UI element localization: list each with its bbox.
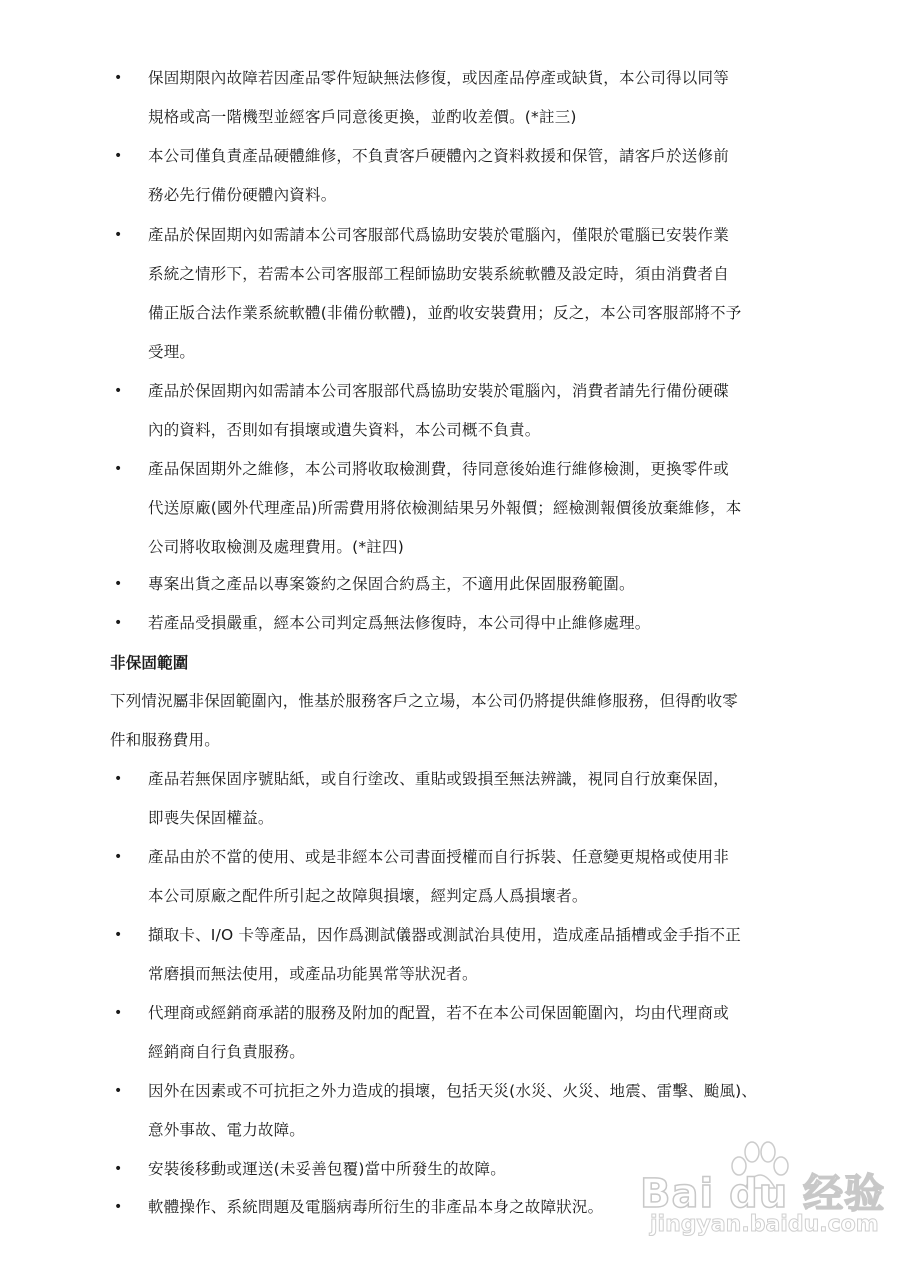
list-item-line: 擷取卡、I/O 卡等產品，因作爲測試儀器或測試治具使用，造成產品插槽或金手指不正 xyxy=(148,926,741,944)
list-item-line: 產品若無保固序號貼紙，或自行塗改、重貼或毀損至無法辨識，視同自行放棄保固， xyxy=(148,770,729,788)
intro-paragraph-line: 件和服務費用。 xyxy=(110,731,220,749)
list-item-line: 規格或高一階機型並經客戶同意後更換，並酌收差價。(*註三) xyxy=(148,108,577,126)
list-item-line: 務必先行備份硬體內資料。 xyxy=(148,186,337,204)
list-item-line: 系統之情形下，若需本公司客服部工程師協助安裝系統軟體及設定時，須由消費者自 xyxy=(148,265,729,283)
list-item-line: 保固期限內故障若因產品零件短缺無法修復，或因產品停產或缺貨，本公司得以同等 xyxy=(148,69,729,87)
bullet: • xyxy=(114,849,123,865)
list-item-line: 備正版合法作業系統軟體(非備份軟體)，並酌收安裝費用；反之，本公司客服部將不予 xyxy=(148,304,742,322)
list-item-line: 本公司僅負責產品硬體維修，不負責客戶硬體內之資料救援和保管，請客戶於送修前 xyxy=(148,147,729,165)
watermark-url: jingyan.baidu.com xyxy=(650,1212,879,1237)
bullet: • xyxy=(114,1199,123,1215)
list-item-line: 若產品受損嚴重，經本公司判定爲無法修復時，本公司得中止維修處理。 xyxy=(148,614,651,632)
list-item-line: 產品由於不當的使用、或是非經本公司書面授權而自行拆裝、任意變更規格或使用非 xyxy=(148,848,729,866)
list-item-line: 軟體操作、系統問題及電腦病毒所衍生的非產品本身之故障狀況。 xyxy=(148,1198,604,1216)
section-heading: 非保固範圍 xyxy=(110,654,189,672)
bullet: • xyxy=(114,461,123,477)
bullet: • xyxy=(114,927,123,943)
list-item-line: 代送原廠(國外代理產品)所需費用將依檢測結果另外報價；經檢測報價後放棄維修，本 xyxy=(148,499,742,517)
list-item-line: 產品保固期外之維修，本公司將收取檢測費，待同意後始進行維修檢測，更換零件或 xyxy=(148,460,729,478)
list-item-line: 經銷商自行負責服務。 xyxy=(148,1043,306,1061)
bullet: • xyxy=(114,148,123,164)
bullet: • xyxy=(114,771,123,787)
baidu-watermark xyxy=(640,1140,886,1250)
bullet: • xyxy=(114,1083,123,1099)
bullet: • xyxy=(114,615,123,631)
list-item-line: 專案出貨之產品以專案簽約之保固合約爲主，不適用此保固服務範圍。 xyxy=(148,575,635,593)
bullet: • xyxy=(114,227,123,243)
list-item-line: 公司將收取檢測及處理費用。(*註四) xyxy=(148,538,404,556)
bullet: • xyxy=(114,70,123,86)
list-item-line: 代理商或經銷商承諾的服務及附加的配置，若不在本公司保固範圍內，均由代理商或 xyxy=(148,1004,729,1022)
list-item-line: 即喪失保固權益。 xyxy=(148,809,274,827)
list-item-line: 常磨損而無法使用，或產品功能異常等狀況者。 xyxy=(148,965,478,983)
list-item-line: 因外在因素或不可抗拒之外力造成的損壞，包括天災(水災、火災、地震、雷擊、颱風)、 xyxy=(148,1082,758,1100)
list-item-line: 產品於保固期內如需請本公司客服部代爲協助安裝於電腦內，消費者請先行備份硬碟 xyxy=(148,382,729,400)
bullet: • xyxy=(114,576,123,592)
bullet: • xyxy=(114,383,123,399)
list-item-line: 意外事故、電力故障。 xyxy=(148,1121,306,1139)
list-item-line: 安裝後移動或運送(未妥善包覆)當中所發生的故障。 xyxy=(148,1160,506,1178)
intro-paragraph-line: 下列情況屬非保固範圍內，惟基於服務客戶之立場，本公司仍將提供維修服務，但得酌收零 xyxy=(110,692,739,710)
watermark-logo-text: Bai du 经验 xyxy=(640,1171,886,1217)
bullet: • xyxy=(114,1161,123,1177)
list-item-line: 本公司原廠之配件所引起之故障與損壞，經判定爲人爲損壞者。 xyxy=(148,887,588,905)
list-item-line: 受理。 xyxy=(148,343,196,361)
list-item-line: 內的資料，否則如有損壞或遺失資料，本公司概不負責。 xyxy=(148,421,541,439)
bullet: • xyxy=(114,1005,123,1021)
list-item-line: 產品於保固期內如需請本公司客服部代爲協助安裝於電腦內，僅限於電腦已安裝作業 xyxy=(148,226,729,244)
